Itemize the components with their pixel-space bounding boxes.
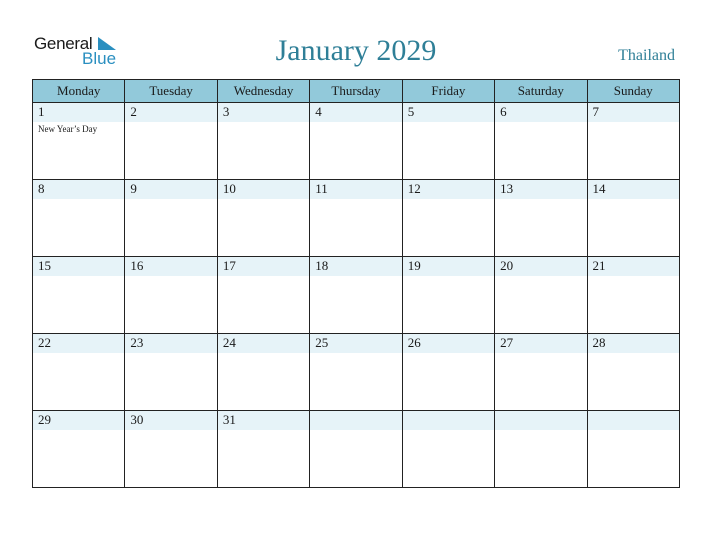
- day-number: 30: [130, 412, 144, 427]
- day-cell: [402, 103, 494, 180]
- weekday-header: Tuesday: [125, 80, 217, 103]
- day-number: 11: [315, 181, 328, 196]
- day-cell: [217, 180, 309, 257]
- day-number: 5: [407, 104, 415, 119]
- weekday-header: Monday: [33, 80, 125, 103]
- day-number: 10: [222, 181, 236, 196]
- week-row: [33, 334, 680, 411]
- day-cell: [495, 103, 587, 180]
- day-number: 27: [500, 335, 514, 350]
- logo-blue-text: Blue: [82, 49, 117, 68]
- day-number: 22: [38, 335, 51, 350]
- week-row: [33, 180, 680, 257]
- day-number: 7: [592, 104, 600, 119]
- day-number: 25: [315, 335, 329, 350]
- day-number: 2: [130, 104, 137, 119]
- day-number: 4: [315, 104, 322, 119]
- day-cell: [402, 180, 494, 257]
- day-cell: [33, 334, 125, 411]
- day-cell: [125, 334, 217, 411]
- logo-general-text: General: [34, 34, 93, 53]
- day-number: 9: [130, 181, 137, 196]
- country-label: Thailand: [618, 47, 675, 64]
- day-cell: [310, 103, 402, 180]
- day-number: 16: [130, 258, 144, 273]
- day-number: 21: [592, 258, 606, 273]
- holiday-label: New Year’s Day: [38, 124, 98, 134]
- day-cell: [33, 257, 125, 334]
- day-cell: [495, 334, 587, 411]
- day-number: 3: [222, 104, 230, 119]
- day-cell: [217, 334, 309, 411]
- day-cell: [495, 257, 587, 334]
- day-number: 31: [222, 412, 236, 427]
- day-cell: [217, 411, 309, 488]
- day-number: 23: [130, 335, 144, 350]
- day-number: 1: [38, 104, 45, 119]
- day-cell: [587, 180, 679, 257]
- day-number: 12: [407, 181, 421, 196]
- day-cell: [587, 103, 679, 180]
- day-number: 14: [592, 181, 606, 196]
- day-cell: [217, 257, 309, 334]
- week-row: [33, 257, 680, 334]
- weekday-header: Sunday: [587, 80, 679, 103]
- day-cell: [310, 257, 402, 334]
- weekday-header-row: [33, 80, 680, 103]
- day-cell: [310, 411, 402, 488]
- weekday-header: Thursday: [310, 80, 402, 103]
- week-row: [33, 103, 680, 180]
- day-cell: [217, 103, 309, 180]
- day-cell: [125, 257, 217, 334]
- day-cell: [125, 103, 217, 180]
- day-cell: [587, 334, 679, 411]
- day-cell: [587, 257, 679, 334]
- week-row: [33, 411, 680, 488]
- day-number: 20: [500, 258, 514, 273]
- day-number: 28: [592, 335, 606, 350]
- day-cell: [125, 411, 217, 488]
- day-number: 17: [222, 258, 236, 273]
- page-title: January 2029: [275, 34, 437, 67]
- day-cell: [125, 180, 217, 257]
- weekday-header: Saturday: [495, 80, 587, 103]
- day-cell: [402, 334, 494, 411]
- day-cell: [495, 180, 587, 257]
- day-cell: [33, 180, 125, 257]
- day-cell: [33, 103, 125, 180]
- day-number: 8: [38, 181, 45, 196]
- day-number: 24: [222, 335, 236, 350]
- weekday-header: Wednesday: [217, 80, 309, 103]
- day-cell: [310, 334, 402, 411]
- day-cell: [310, 180, 402, 257]
- day-number: 13: [500, 181, 514, 196]
- day-cell: [402, 411, 494, 488]
- day-cell: [587, 411, 679, 488]
- day-number: 19: [407, 258, 421, 273]
- calendar-grid: [32, 79, 680, 488]
- day-cell: [495, 411, 587, 488]
- day-number: 15: [38, 258, 51, 273]
- day-number: 6: [500, 104, 507, 119]
- day-cell: [402, 257, 494, 334]
- day-number: 29: [38, 412, 51, 427]
- day-number: 26: [407, 335, 421, 350]
- day-cell: [33, 411, 125, 488]
- weekday-header: Friday: [402, 80, 494, 103]
- day-number: 18: [315, 258, 329, 273]
